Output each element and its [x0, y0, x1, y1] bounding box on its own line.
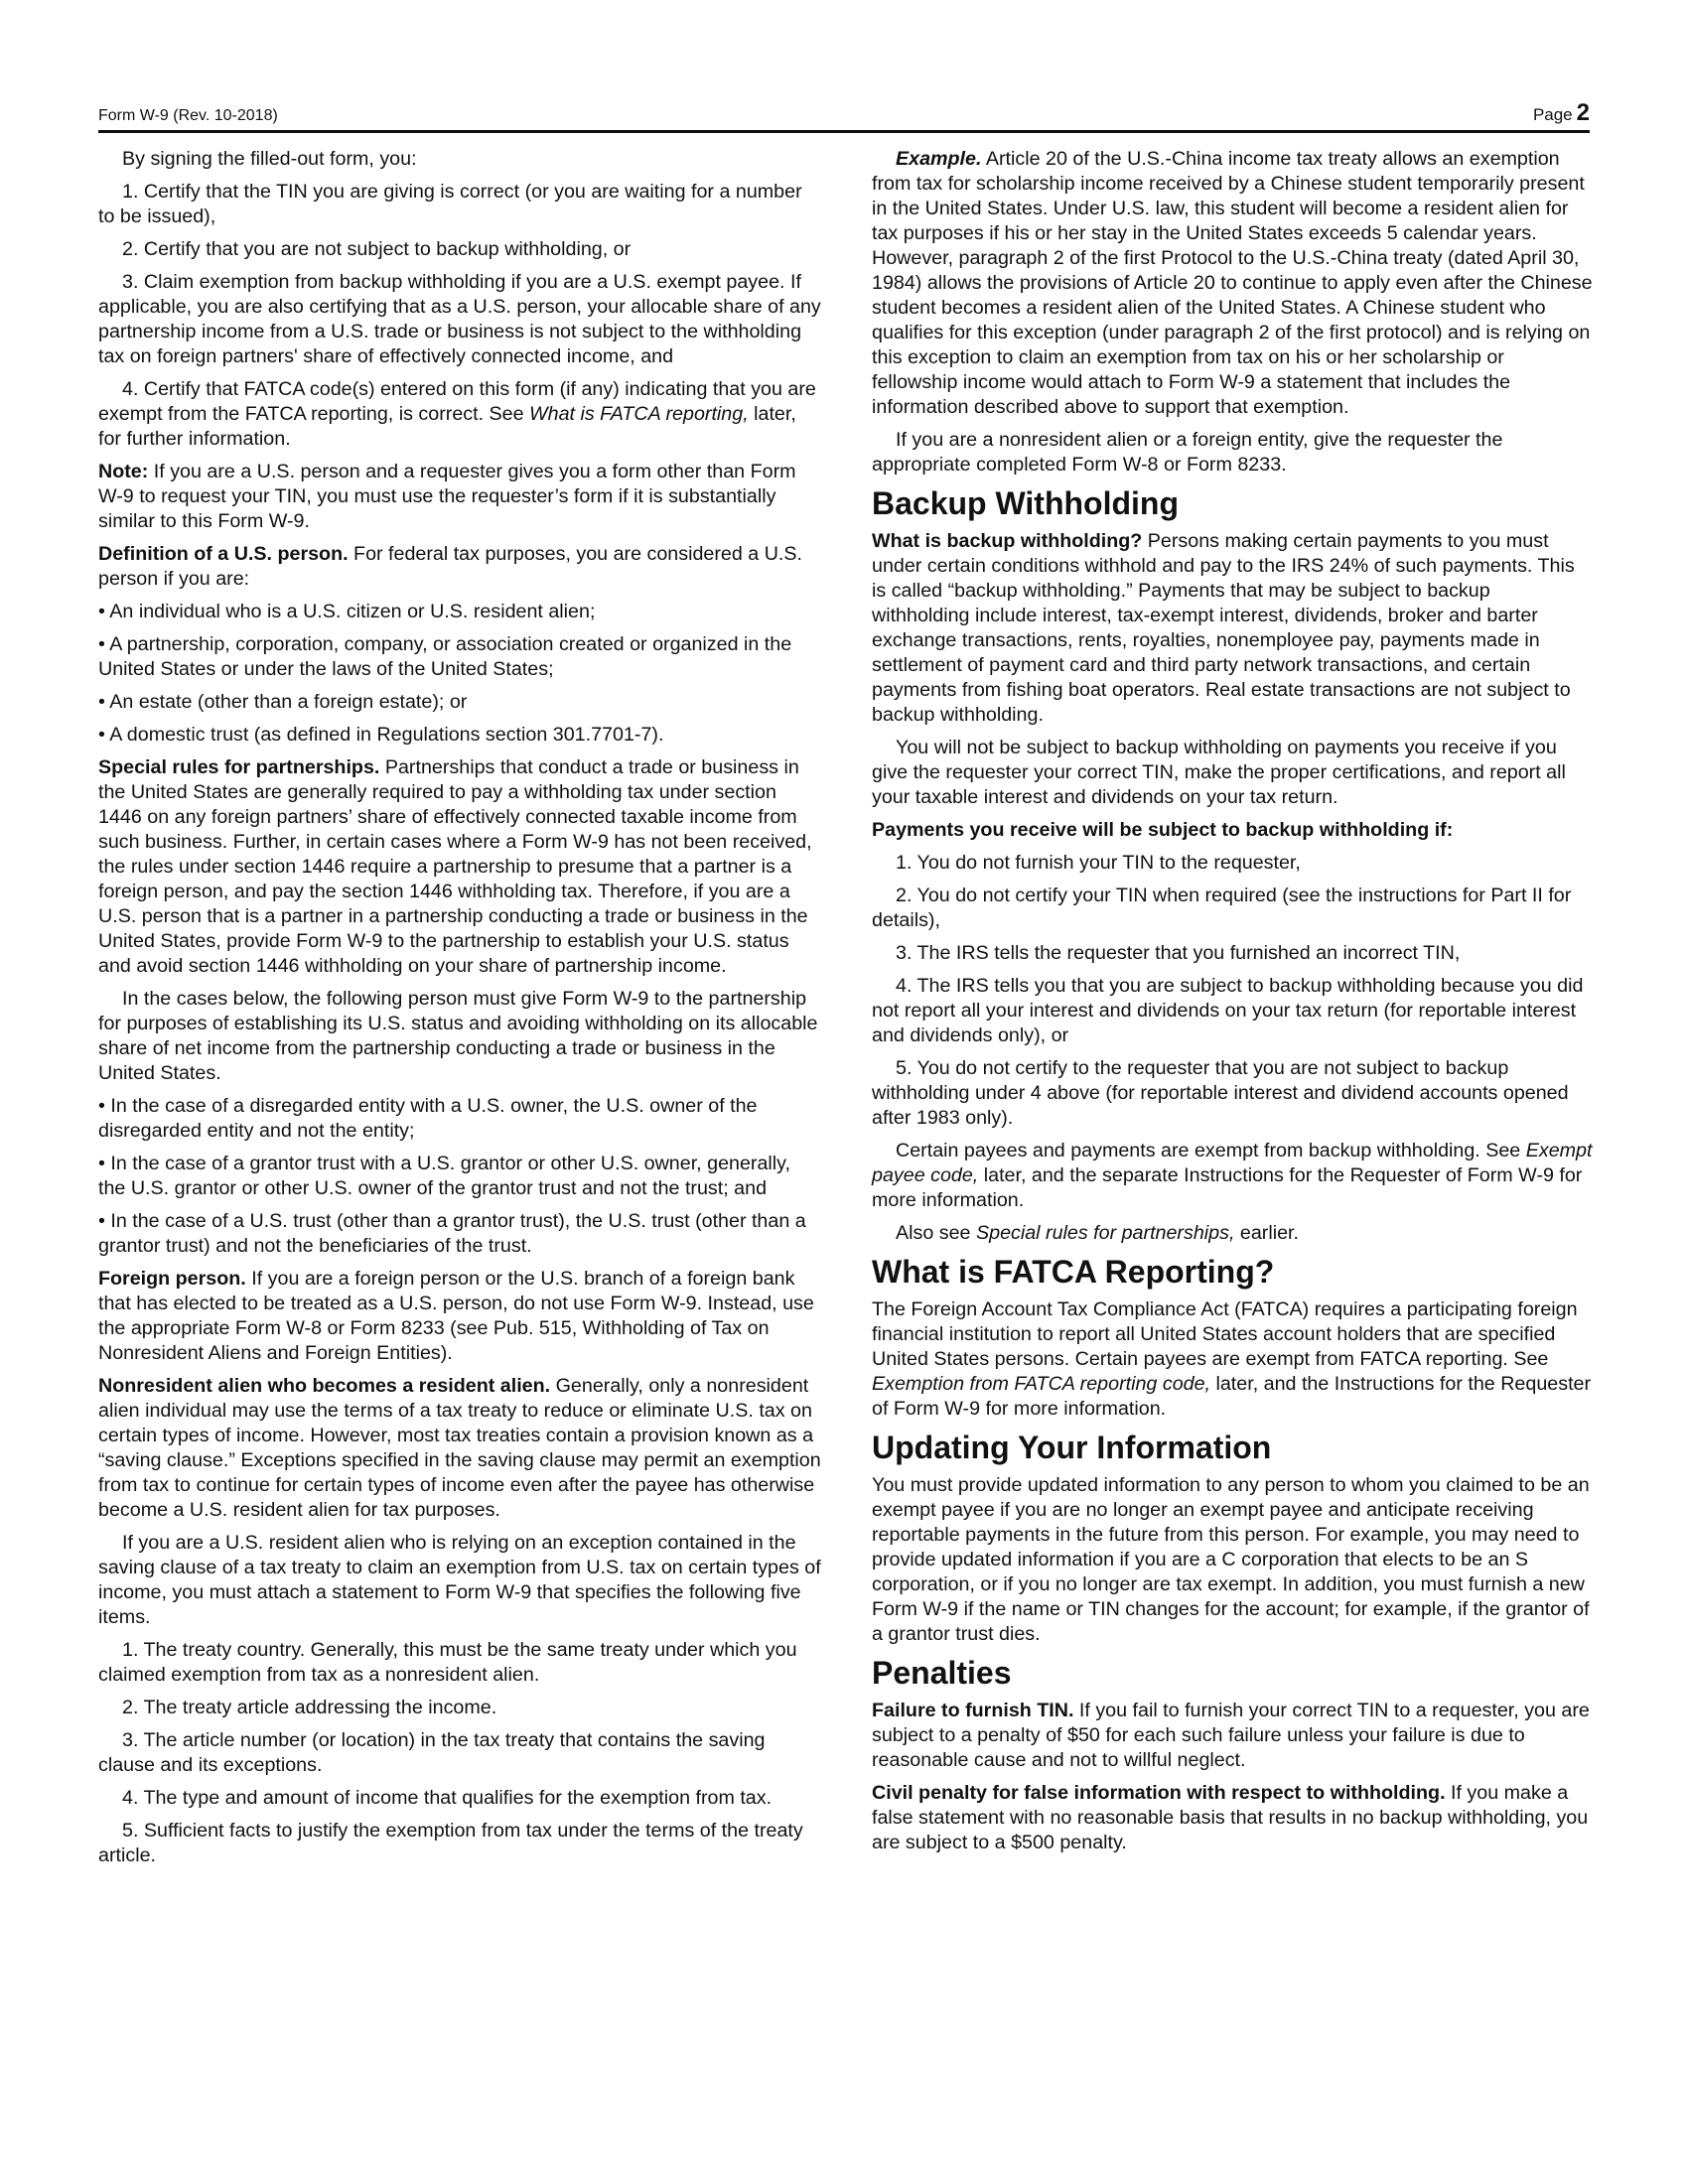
example-paragraph — [872, 147, 1593, 420]
right-column — [872, 147, 1593, 1863]
us-person-bullet-1: • An individual who is a U.S. citizen or U.S. resident alien; — [98, 601, 596, 622]
payments-subject-heading: Payments you receive will be subject to backup withholding if: — [872, 819, 1454, 841]
treaty-item-3: 3. The article number (or location) in the tax treaty that contains the saving clause and its exceptions. — [98, 1729, 766, 1776]
backup-withholding-paragraph — [872, 529, 1593, 728]
fatca-tail: later, and the Instructions for the Requester of Form W-9 for more information. — [872, 1373, 1592, 1420]
certify-item-4-text: 4. Certify that FATCA code(s) entered on this form (if any) indicating that you are exempt from the FATCA reporting, is correct. See — [98, 378, 816, 425]
backup-withholding-label: What is backup withholding? — [872, 530, 1143, 552]
special-rules-reference: Special rules for partnerships, — [975, 1222, 1235, 1244]
cases-paragraph: In the cases below, the following person must give Form W-9 to the partnership for purposes of establishing its U.S. status and avoiding withholding on its allocable share of net income from the partnership conducting a trade or business in the United States. — [98, 988, 818, 1084]
certify-item-3: 3. Claim exemption from backup withholding if you are a U.S. exempt payee. If applicable, you are also certifying that as a U.S. person, your allocable share of any partnership income from a U.S. trade or business is not subject to the withholding tax on foreign partners' share of effectively connected income, and — [98, 271, 821, 367]
left-column — [98, 147, 821, 1876]
also-see-text: Also see — [896, 1222, 976, 1244]
subject-item-5: 5. You do not certify to the requester that you are not subject to backup withholding under 4 above (for reportable interest and dividend accounts opened after 1983 only). — [872, 1057, 1569, 1129]
exempt-payees-paragraph — [872, 1139, 1593, 1213]
definition-text: For federal tax purposes, you are considered a U.S. person if you are: — [98, 543, 803, 590]
heading-fatca-reporting: What is FATCA Reporting? — [872, 1254, 1275, 1290]
resident-alien-paragraph: If you are a U.S. resident alien who is relying on an exception contained in the saving clause of a tax treaty to claim an exemption from U.S. tax on certain types of income, you must attach a statement to Form W-9 that specifies the following five items. — [98, 1532, 821, 1628]
heading-penalties: Penalties — [872, 1655, 1012, 1691]
exempt-payees-tail: later, and the separate Instructions for the Requester of Form W-9 for more information. — [872, 1164, 1583, 1211]
note-label: Note: — [98, 461, 149, 482]
fatca-code-reference: Exemption from FATCA reporting code, — [872, 1373, 1211, 1395]
also-see-tail: earlier. — [1234, 1222, 1299, 1244]
failure-to-furnish-label: Failure to furnish TIN. — [872, 1700, 1074, 1721]
treaty-item-4: 4. The type and amount of income that qualifies for the exemption from tax. — [122, 1787, 773, 1809]
us-person-bullet-4: • A domestic trust (as defined in Regulations section 301.7701-7). — [98, 724, 664, 746]
civil-penalty-text: If you make a false statement with no reasonable basis that results in no backup withholding, you are subject to a $500 penalty. — [872, 1782, 1589, 1853]
updating-paragraph: You must provide updated information to any person to whom you claimed to be an exempt payee if you are no longer an exempt payee and anticipate receiving reportable payments in the future from this person. For example, you may need to provide updated information if you are a C corporation that elects to be an S corporation, or if you no longer are tax exempt. In addition, you must furnish a new Form W-9 if the name or TIN changes for the account; for example, if the grantor of a grantor trust dies. — [872, 1474, 1590, 1645]
note-paragraph — [98, 460, 821, 534]
civil-penalty-paragraph — [872, 1781, 1593, 1855]
us-person-bullet-3: • An estate (other than a foreign estate); or — [98, 691, 468, 713]
note-text: If you are a U.S. person and a requester gives you a form other than Form W-9 to request your TIN, you must use the requester’s form if it is substantially similar to this Form W-9. — [98, 461, 796, 532]
foreign-person-paragraph — [98, 1267, 821, 1366]
nonresident-alien-paragraph — [98, 1374, 821, 1523]
example-label: Example. — [896, 148, 982, 170]
treaty-item-1: 1. The treaty country. Generally, this must be the same treaty under which you claimed exemption from tax as a nonresident alien. — [98, 1639, 797, 1686]
also-see-paragraph — [872, 1221, 1593, 1246]
certify-item-1: 1. Certify that the TIN you are giving is correct (or you are waiting for a number to be issued), — [98, 181, 802, 227]
heading-updating-information: Updating Your Information — [872, 1430, 1272, 1465]
fatca-paragraph — [872, 1297, 1593, 1422]
special-rules-label: Special rules for partnerships. — [98, 756, 380, 778]
heading-backup-withholding: Backup Withholding — [872, 485, 1180, 521]
failure-to-furnish-paragraph — [872, 1699, 1593, 1773]
subject-item-2: 2. You do not certify your TIN when required (see the instructions for Part II for details), — [872, 885, 1572, 931]
signing-intro: By signing the filled-out form, you: — [122, 148, 417, 170]
subject-item-1: 1. You do not furnish your TIN to the requester, — [896, 852, 1301, 874]
definition-paragraph — [98, 542, 821, 592]
form-label: Form W-9 (Rev. 10-2018) — [98, 107, 278, 124]
exempt-payees-text: Certain payees and payments are exempt from backup withholding. See — [896, 1140, 1526, 1161]
treaty-item-5: 5. Sufficient facts to justify the exemption from tax under the terms of the treaty article. — [98, 1820, 803, 1866]
nonresident-alien-label: Nonresident alien who becomes a resident alien. — [98, 1375, 551, 1397]
certify-item-2: 2. Certify that you are not subject to backup withholding, or — [122, 238, 632, 260]
page-indicator — [1533, 99, 1590, 127]
header-rule — [98, 130, 1590, 133]
page-word: Page — [1532, 105, 1573, 124]
fatca-text: The Foreign Account Tax Compliance Act (FATCA) requires a participating foreign financial institution to report all United States account holders that are specified United States persons. Certain payees are exempt from FATCA reporting. See — [872, 1298, 1578, 1370]
case-bullet-1: • In the case of a disregarded entity with a U.S. owner, the U.S. owner of the disregarded entity and not the entity; — [98, 1095, 758, 1142]
us-person-bullet-2: • A partnership, corporation, company, or association created or organized in the United States or under the laws of the United States; — [98, 633, 792, 680]
fatca-reference: What is FATCA reporting, — [529, 403, 749, 425]
definition-label: Definition of a U.S. person. — [98, 543, 349, 565]
page-number: 2 — [1576, 99, 1590, 126]
subject-item-4: 4. The IRS tells you that you are subject to backup withholding because you did not report all your interest and dividends on your tax return (for reportable interest and dividends only), or — [872, 975, 1584, 1046]
example-text: Article 20 of the U.S.-China income tax treaty allows an exemption from tax for scholarship income received by a Chinese student temporarily present in the United States. Under U.S. law, this student will become a resident alien for tax purposes if his or her stay in the United States exceeds 5 calendar years. However, paragraph 2 of the first Protocol to the U.S.-China treaty (dated April 30, 1984) allows the provisions of Article 20 to continue to apply even after the Chinese student becomes a resident alien of the United States. A Chinese student who qualifies for this exception (under paragraph 2 of the first protocol) and is relying on this exception to claim an exemption from tax on his or her scholarship or fellowship income would attach to Form W-9 a statement that includes the information described above to support that exemption. — [872, 148, 1593, 418]
case-bullet-2: • In the case of a grantor trust with a U.S. grantor or other U.S. owner, generally, the U.S. grantor or other U.S. owner of the grantor trust and not the trust; and — [98, 1153, 791, 1199]
failure-to-furnish-text: If you fail to furnish your correct TIN to a requester, you are subject to a penalty of $50 for each such failure unless your failure is due to reasonable cause and not to willful neglect. — [872, 1700, 1590, 1771]
not-subject-paragraph: You will not be subject to backup withholding on payments you receive if you give the requester your correct TIN, make the proper certifications, and report all your taxable interest and dividends on your tax return. — [872, 737, 1566, 808]
special-rules-paragraph — [98, 755, 821, 979]
case-bullet-3: • In the case of a U.S. trust (other than a grantor trust), the U.S. trust (other than a grantor trust) and not the beneficiaries of the trust. — [98, 1210, 806, 1257]
subject-item-3: 3. The IRS tells the requester that you furnished an incorrect TIN, — [896, 942, 1461, 964]
certify-item-4-tail: later, for further information. — [98, 403, 796, 450]
civil-penalty-label: Civil penalty for false information with respect to withholding. — [872, 1782, 1446, 1804]
certify-item-4 — [98, 377, 821, 452]
nonresident-paragraph: If you are a nonresident alien or a foreign entity, give the requester the appropriate completed Form W-8 or Form 8233. — [872, 429, 1503, 476]
foreign-person-label: Foreign person. — [98, 1268, 246, 1290]
exempt-payee-code-reference: Exempt payee code, — [872, 1140, 1593, 1186]
foreign-person-text: If you are a foreign person or the U.S. branch of a foreign bank that has elected to be treated as a U.S. person, do not use Form W-9. Instead, use the appropriate Form W-8 or Form 8233 (see Pub. 515, Withholding of Tax on Nonresident Aliens and Foreign Entities). — [98, 1268, 814, 1364]
special-rules-text: Partnerships that conduct a trade or business in the United States are generally required to pay a withholding tax under section 1446 on any foreign partners’ share of effectively connected taxable income from such business. Further, in certain cases where a Form W-9 has not been received, the rules under section 1446 require a partnership to presume that a partner is a foreign person, and pay the section 1446 withholding tax. Therefore, if you are a U.S. person that is a partner in a partnership conducting a trade or business in the United States, provide Form W-9 to the partnership to establish your U.S. status and avoid section 1446 withholding on your share of partnership income. — [98, 756, 812, 977]
treaty-item-2: 2. The treaty article addressing the income. — [122, 1697, 497, 1718]
nonresident-alien-text: Generally, only a nonresident alien individual may use the terms of a tax treaty to reduce or eliminate U.S. tax on certain types of income. However, most tax treaties contain a provision known as a “saving clause.” Exceptions specified in the saving clause may permit an exemption from tax to continue for certain types of income even after the payee has otherwise become a U.S. resident alien for tax purposes. — [98, 1375, 821, 1521]
page-header — [98, 99, 1590, 129]
backup-withholding-text: Persons making certain payments to you must under certain conditions withhold and pay to the IRS 24% of such payments. This is called “backup withholding.” Payments that may be subject to backup withholding include interest, tax-exempt interest, dividends, broker and barter exchange transactions, rents, royalties, nonemployee pay, payments made in settlement of payment card and third party network transactions, and certain payments from fishing boat operators. Real estate transactions are not subject to backup withholding. — [872, 530, 1575, 726]
